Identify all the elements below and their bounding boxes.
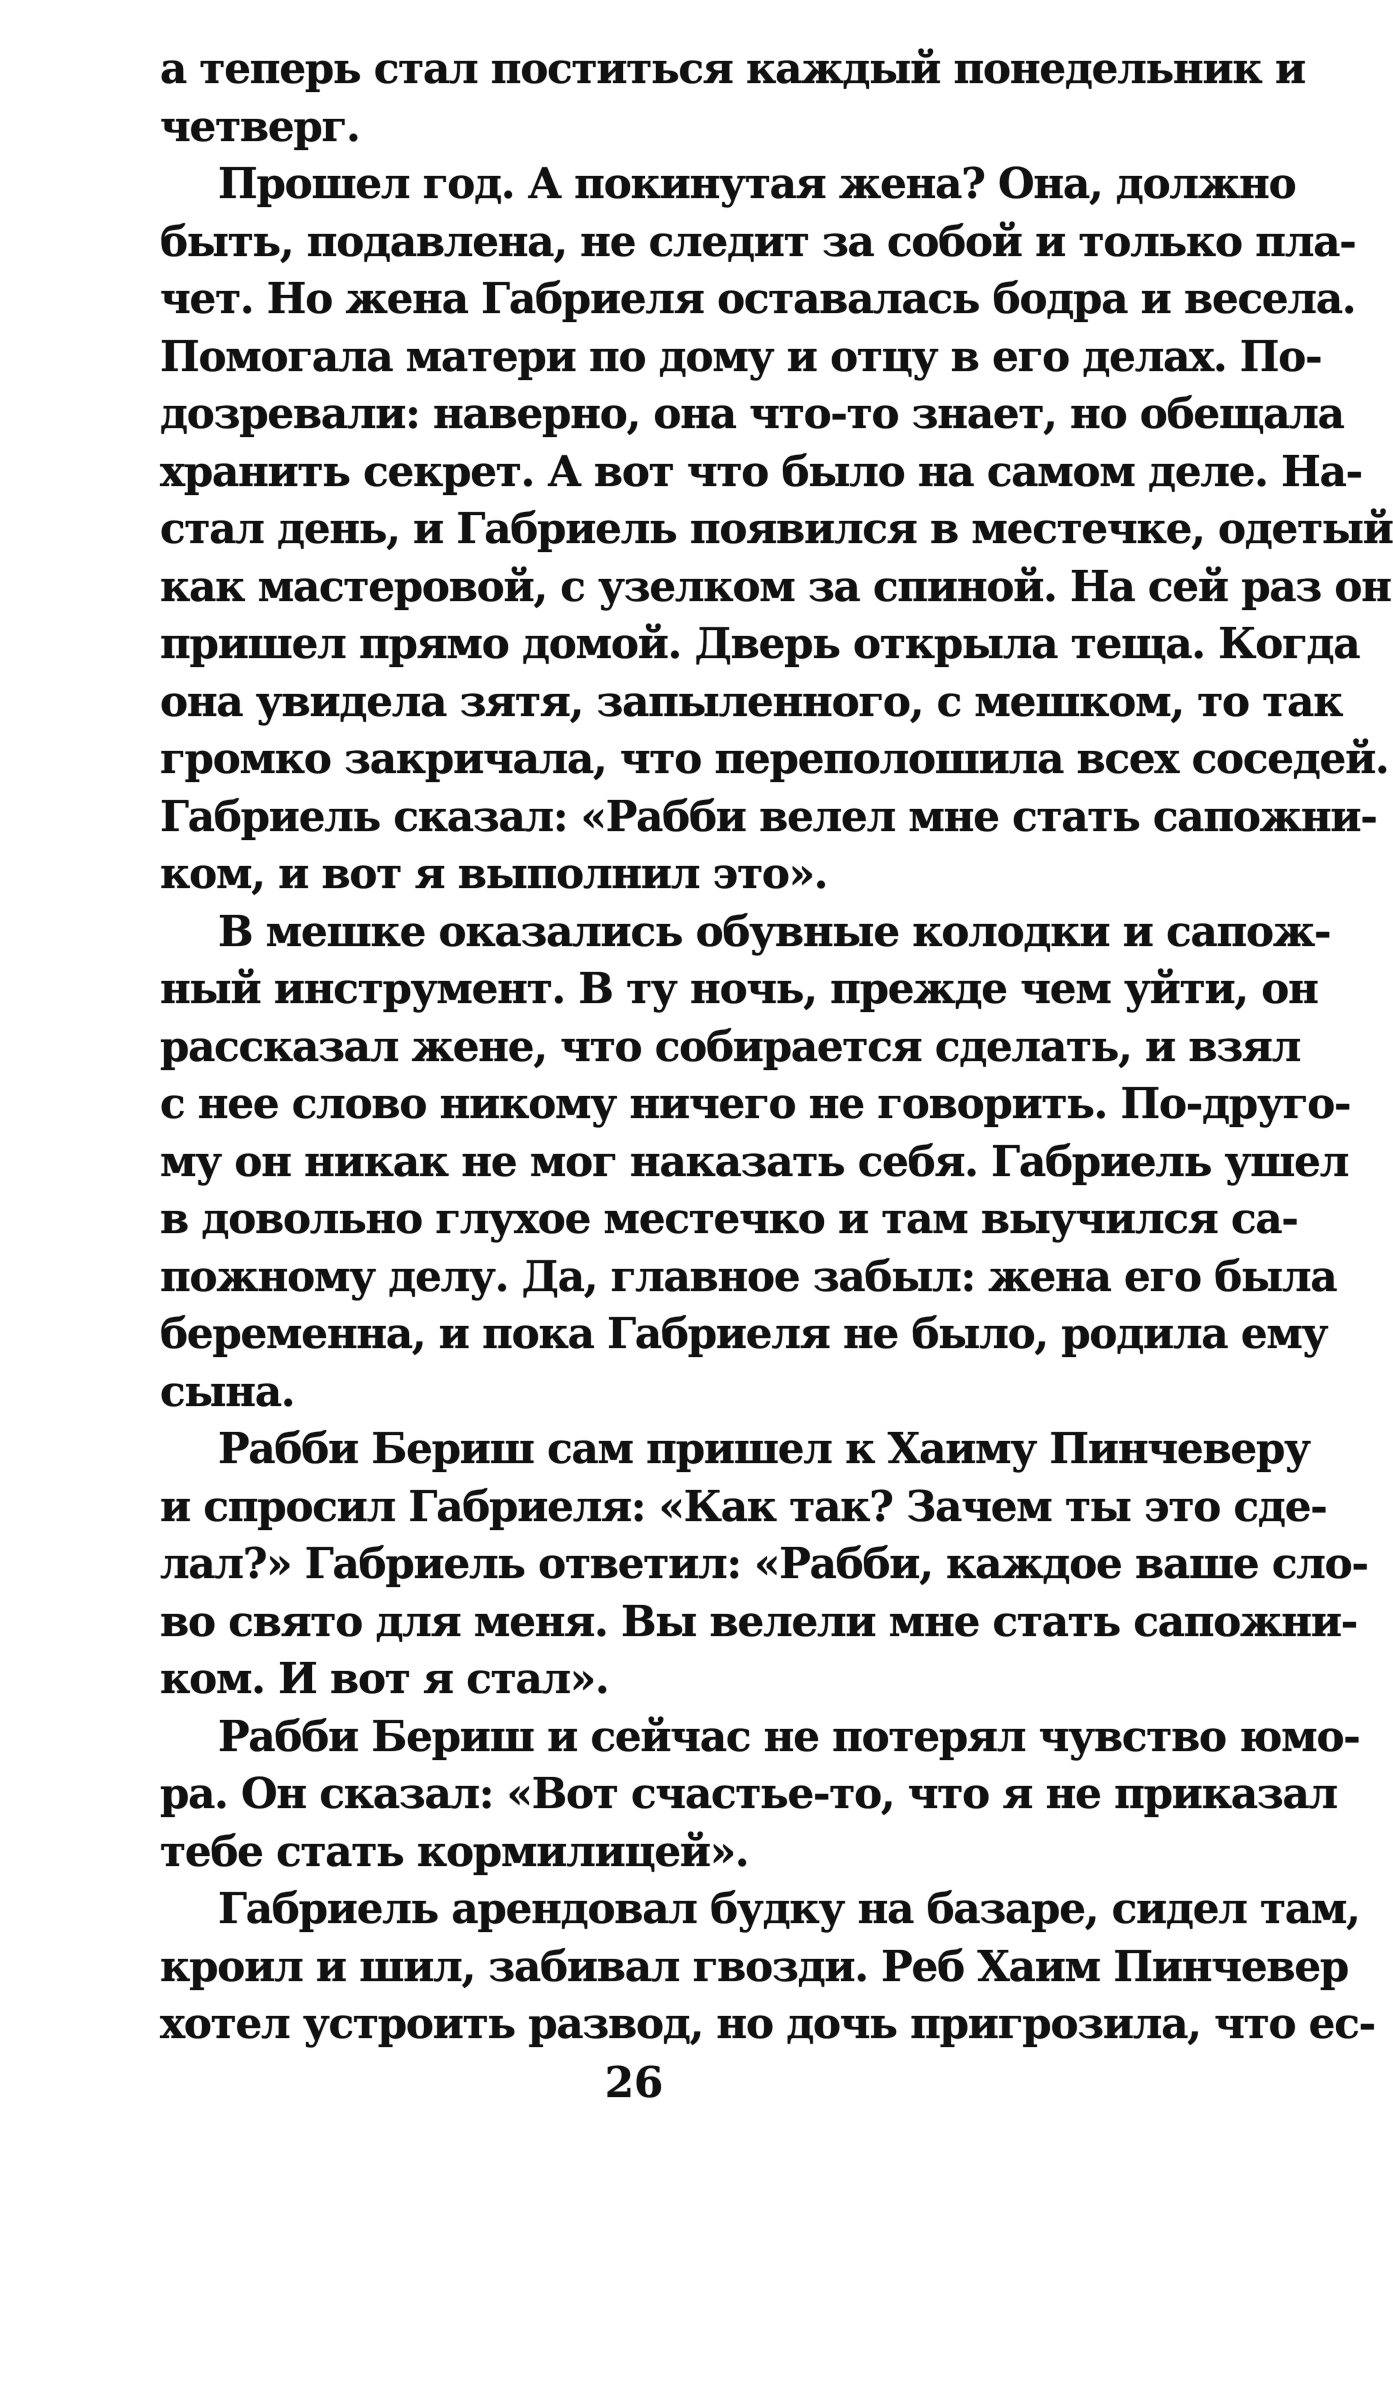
text-line: громко закричала, что переполошила всех соседей. [160,734,1389,783]
text-line: сына. [160,1366,295,1416]
text-line: пожному делу. Да, главное забыл: жена его была [160,1251,1337,1301]
text-line: хотел устроить развод, но дочь пригрозила, что ес- [160,1999,1375,2048]
paragraph [160,155,1393,903]
page-body-text [160,40,1393,2053]
text-line: Габриель сказал: «Рабби велел мне стать сапожни- [160,791,1377,841]
text-line: ком, и вот я выполнил это». [160,849,828,898]
text-line: Рабби Бериш сам пришел к Хаиму Пинчеверу [218,1424,1310,1473]
page-number: 26 [604,2058,664,2107]
text-line: тебе стать кормилицей». [160,1826,749,1876]
text-line: в довольно глухое местечко и там выучился са- [160,1194,1298,1243]
text-line: дозревали: наверно, она что-то знает, но обещала [160,389,1344,438]
text-line: В мешке оказались обувные колодки и сапож- [218,906,1331,956]
text-line: четверг. [160,101,360,151]
text-line: ра. Он сказал: «Вот счастье-то, что я не приказал [160,1769,1337,1818]
text-line: хранить секрет. А вот что было на самом деле. На- [160,446,1362,496]
text-line: Рабби Бериш и сейчас не потерял чувство юмо- [218,1711,1360,1761]
text-line: быть, подавлена, не следит за собой и только пла- [160,216,1356,266]
text-line: чет. Но жена Габриеля оставалась бодра и весела. [160,274,1356,323]
text-line: кроил и шил, забивал гвозди. Реб Хаим Пинчевер [160,1941,1349,1991]
text-line: стал день, и Габриель появился в местечке, одетый [160,504,1393,553]
paragraph [160,1420,1368,1708]
text-line: как мастеровой, с узелком за спиной. На сей раз он [160,561,1391,611]
text-line: пришел прямо домой. Дверь открыла теща. Когда [160,619,1360,668]
text-line: Прошел год. А покинутая жена? Она, должно [218,159,1296,208]
text-line: Помогала матери по дому и отцу в его делах. По- [160,331,1322,381]
text-line: с нее слово никому ничего не говорить. По-друго- [160,1079,1351,1128]
text-line: она увидела зятя, запыленного, с мешком, то так [160,676,1343,726]
paragraph [160,40,1305,155]
text-line: Габриель арендовал будку на базаре, сидел там, [218,1884,1360,1933]
text-line: беременна, и пока Габриеля не было, родила ему [160,1309,1328,1358]
text-line: лал?» Габриель ответил: «Рабби, каждое ваше сло- [160,1539,1368,1588]
paragraph [160,1708,1360,1881]
text-line: а теперь стал поститься каждый понедельник и [160,44,1305,93]
paragraph [160,1880,1375,2053]
text-line: во свято для меня. Вы велели мне стать сапожни- [160,1596,1357,1646]
text-line: ком. И вот я стал». [160,1654,609,1703]
text-line: и спросил Габриеля: «Как так? Зачем ты это сде- [160,1481,1327,1531]
text-line: ный инструмент. В ту ночь, прежде чем уйти, он [160,964,1318,1013]
paragraph [160,903,1351,1421]
text-line: му он никак не мог наказать себя. Габриель ушел [160,1136,1349,1186]
text-line: рассказал жене, что собирается сделать, и взял [160,1021,1301,1071]
